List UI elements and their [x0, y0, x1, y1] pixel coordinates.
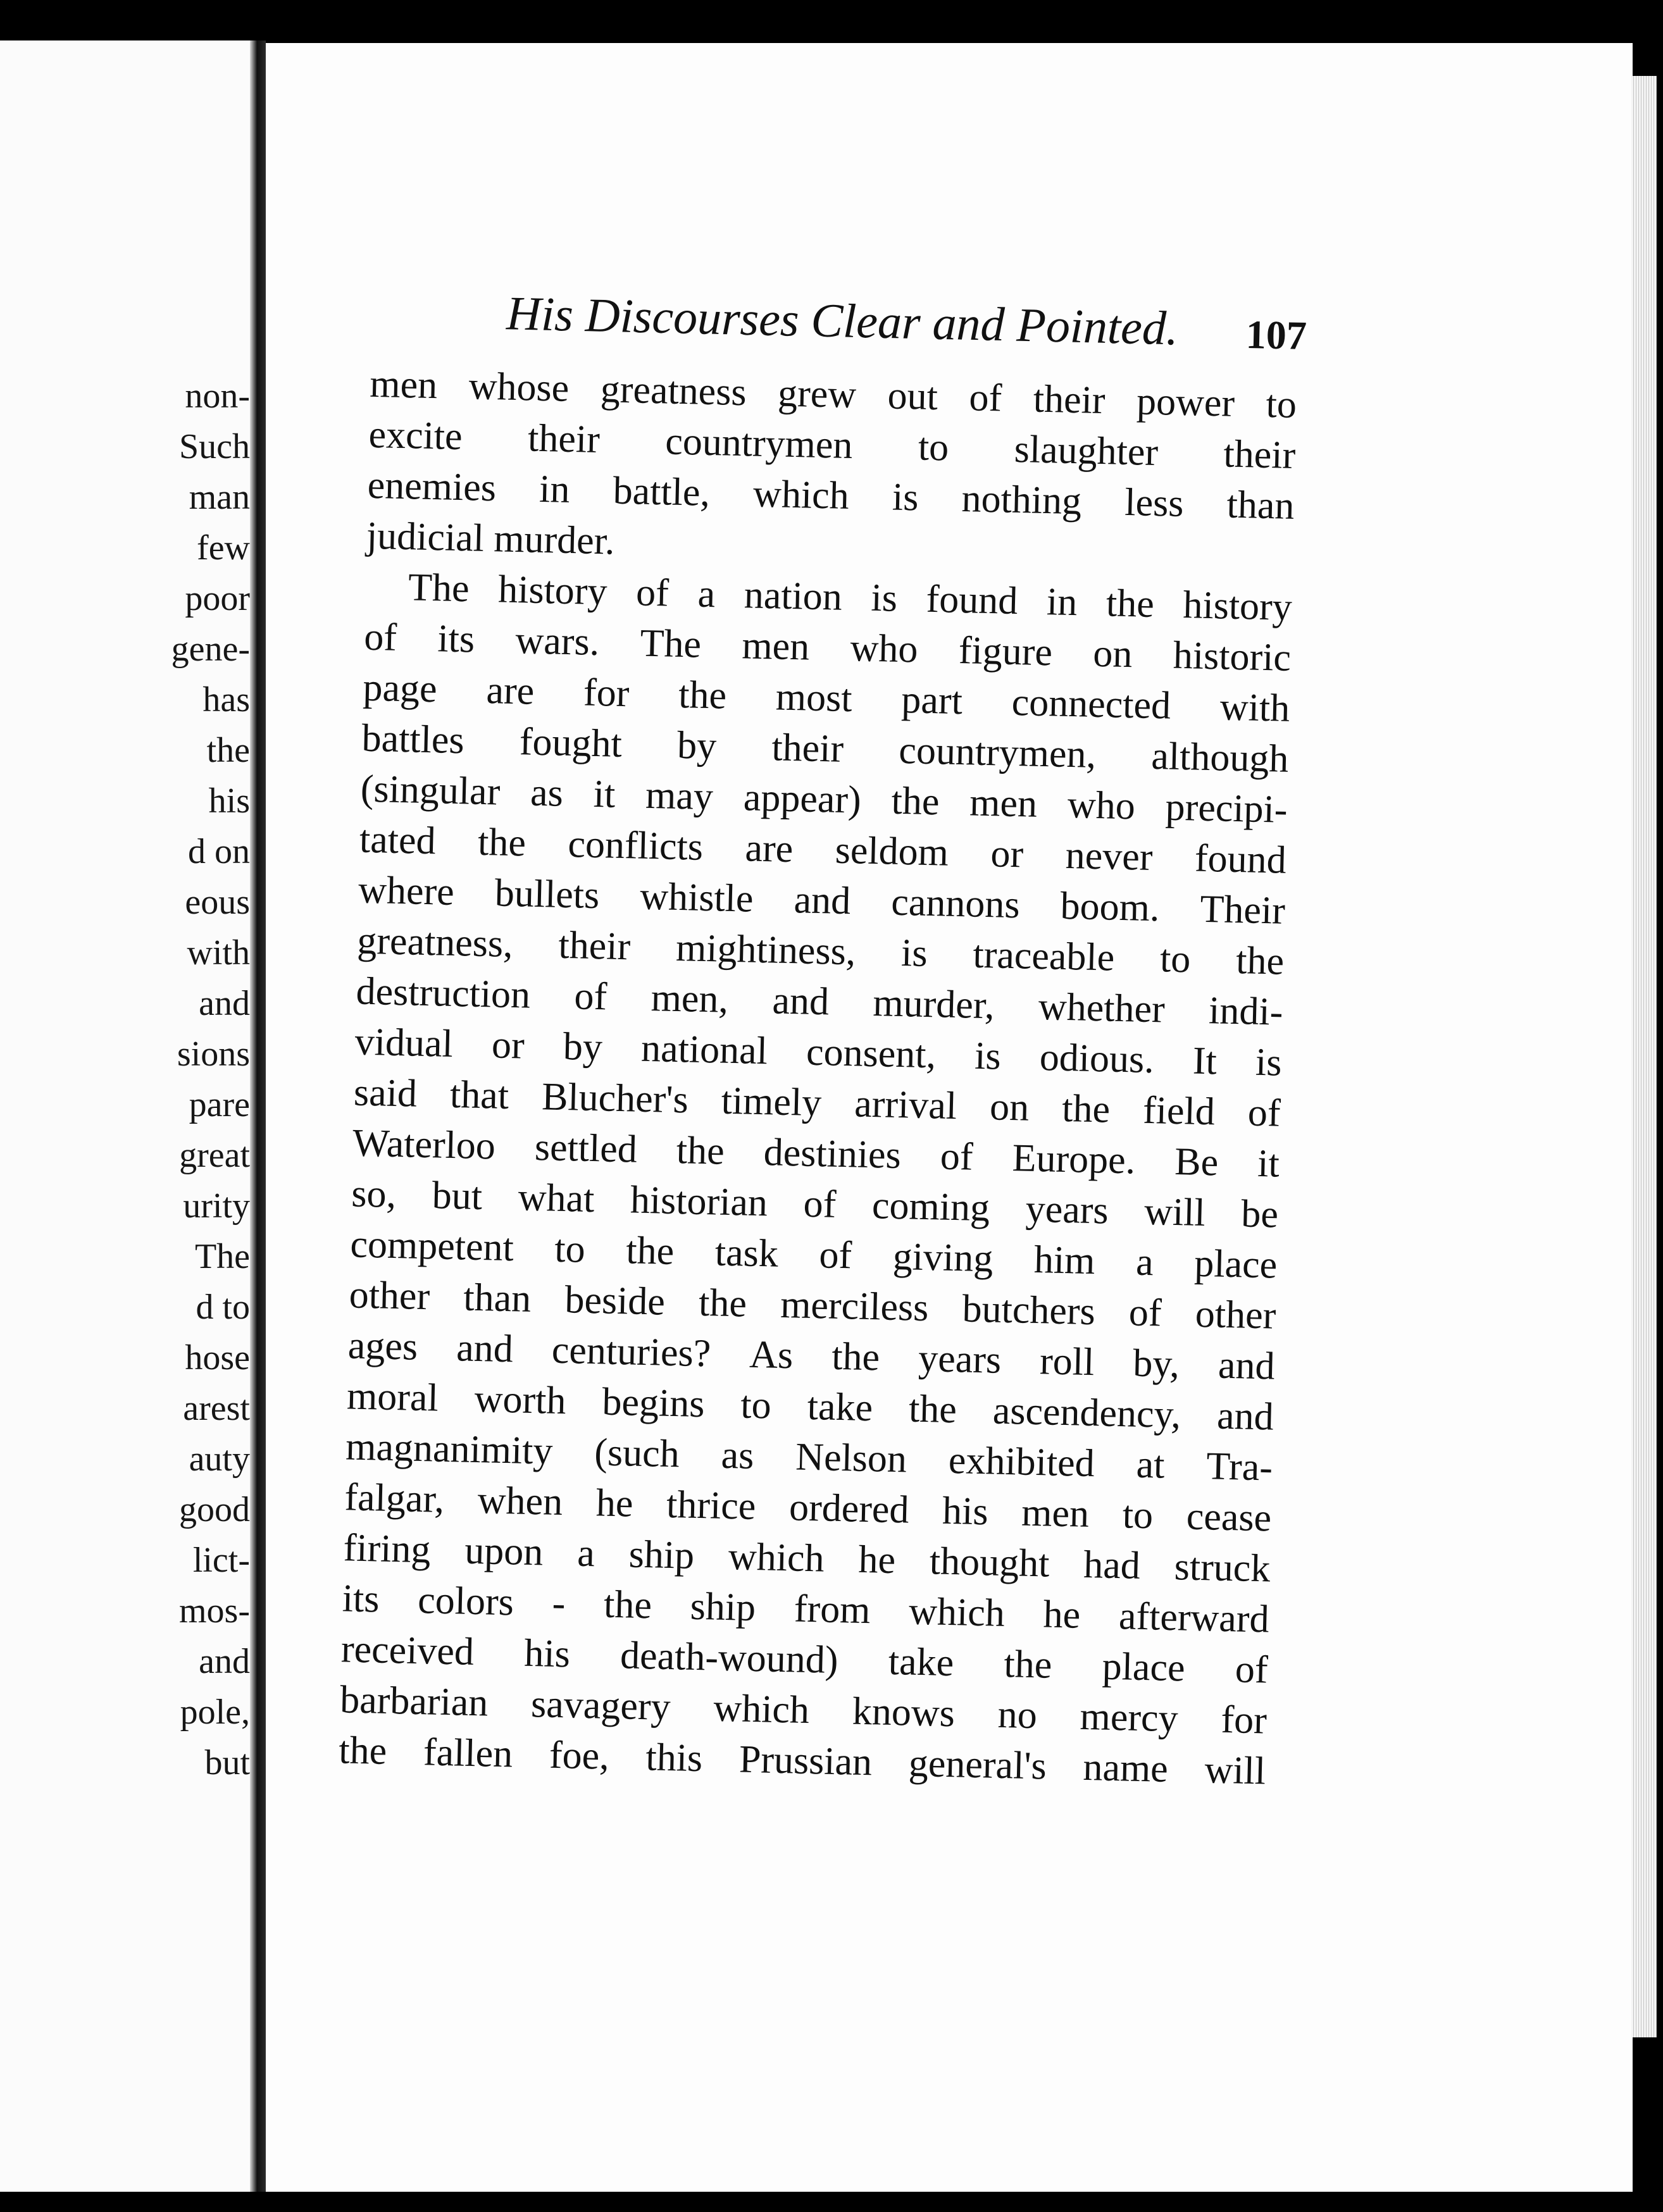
- left-page-fragment: urity: [183, 1186, 250, 1226]
- left-page-fragment: hose: [185, 1338, 250, 1377]
- left-page-fragment: few: [197, 528, 250, 568]
- text-line: page are for the most part connected with: [362, 666, 1290, 730]
- left-page-fragment: d to: [196, 1288, 250, 1327]
- left-page-fragment: pare: [189, 1085, 250, 1124]
- page-edges: [1631, 76, 1657, 2037]
- text-line: tated the conflicts are seldom or never found: [359, 817, 1287, 882]
- text-line: competent to the task of giving him a place: [349, 1222, 1278, 1287]
- running-title: His Discourses Clear and Pointed.: [506, 287, 1179, 356]
- left-page-fragment: pole,: [180, 1693, 250, 1732]
- text-line: men whose greatness grew out of their power to: [369, 362, 1297, 426]
- left-page-fragment: mos-: [179, 1591, 250, 1631]
- text-line: the fallen foe, this Prussian general's name will: [338, 1729, 1266, 1793]
- left-page-fragment: but: [204, 1743, 250, 1782]
- left-page-fragment: with: [187, 933, 250, 972]
- left-page-fragment: poor: [185, 579, 250, 618]
- text-line: moral worth begins to take the ascendency, and: [346, 1374, 1274, 1439]
- text-line: of its wars. The men who figure on historic: [363, 615, 1292, 680]
- left-page-fragment: sions: [177, 1035, 250, 1074]
- left-page-fragment: auty: [189, 1439, 250, 1479]
- text-line: where bullets whistle and cannons boom. Their: [358, 868, 1286, 933]
- text-line: barbarian savagery which knows no mercy for: [339, 1678, 1267, 1743]
- text-line: so, but what historian of coming years will be: [351, 1172, 1279, 1236]
- text-line: Waterloo settled the destinies of Europe. Be it: [352, 1121, 1280, 1186]
- text-line: received his death-wound) take the place of: [340, 1627, 1269, 1692]
- text-line: firing upon a ship which he thought had struck: [342, 1526, 1271, 1591]
- text-line: falgar, when he thrice ordered his men to cease: [344, 1476, 1272, 1540]
- left-page-fragment: the: [206, 731, 250, 770]
- left-page-fragment: gene-: [171, 630, 250, 669]
- text-line: its colors - the ship from which he afterward: [342, 1577, 1270, 1641]
- left-page-fragment: and: [199, 1642, 250, 1681]
- text-line: said that Blucher's timely arrival on the field of: [353, 1071, 1281, 1135]
- text-line: other than beside the merciless butchers of other: [349, 1273, 1277, 1338]
- text-line: greatness, their mightiness, is traceable to the: [356, 919, 1285, 983]
- text-line: destruction of men, and murder, whether indi-: [355, 969, 1284, 1034]
- text-line: The history of a nation is found in the history: [408, 566, 1293, 629]
- left-page-fragment: great: [179, 1136, 250, 1175]
- left-page-fragment: his: [208, 781, 250, 821]
- text-line: battles fought by their countrymen, although: [361, 716, 1290, 781]
- text-line: excite their countrymen to slaughter their: [368, 413, 1297, 477]
- left-page-fragment: and: [199, 984, 250, 1023]
- text-line: (singular as it may appear) the men who precipi-: [360, 767, 1288, 831]
- left-page-text-fragments: [0, 371, 250, 1788]
- text-line: judicial murder.: [366, 514, 616, 563]
- left-page-fragment: The: [194, 1237, 250, 1276]
- text-line: vidual or by national consent, is odious. It is: [354, 1020, 1283, 1084]
- left-page-fragment: eous: [185, 883, 250, 922]
- body-text: [337, 359, 1297, 1854]
- left-page-fragment: arest: [183, 1389, 250, 1428]
- left-page-fragment: man: [189, 478, 250, 517]
- left-page-fragment: good: [179, 1490, 250, 1529]
- text-line: enemies in battle, which is nothing less than: [367, 463, 1295, 528]
- left-page-fragment: d on: [188, 832, 250, 871]
- page-number: 107: [1245, 311, 1307, 358]
- text-line: ages and centuries? As the years roll by, and: [347, 1324, 1276, 1388]
- left-page-fragment: lict-: [192, 1541, 250, 1580]
- left-page-fragment: Such: [179, 427, 250, 466]
- text-line: magnanimity (such as Nelson exhibited at Tra-: [345, 1425, 1273, 1489]
- left-page-fragment: non-: [185, 376, 250, 416]
- left-page-fragment: has: [202, 680, 250, 719]
